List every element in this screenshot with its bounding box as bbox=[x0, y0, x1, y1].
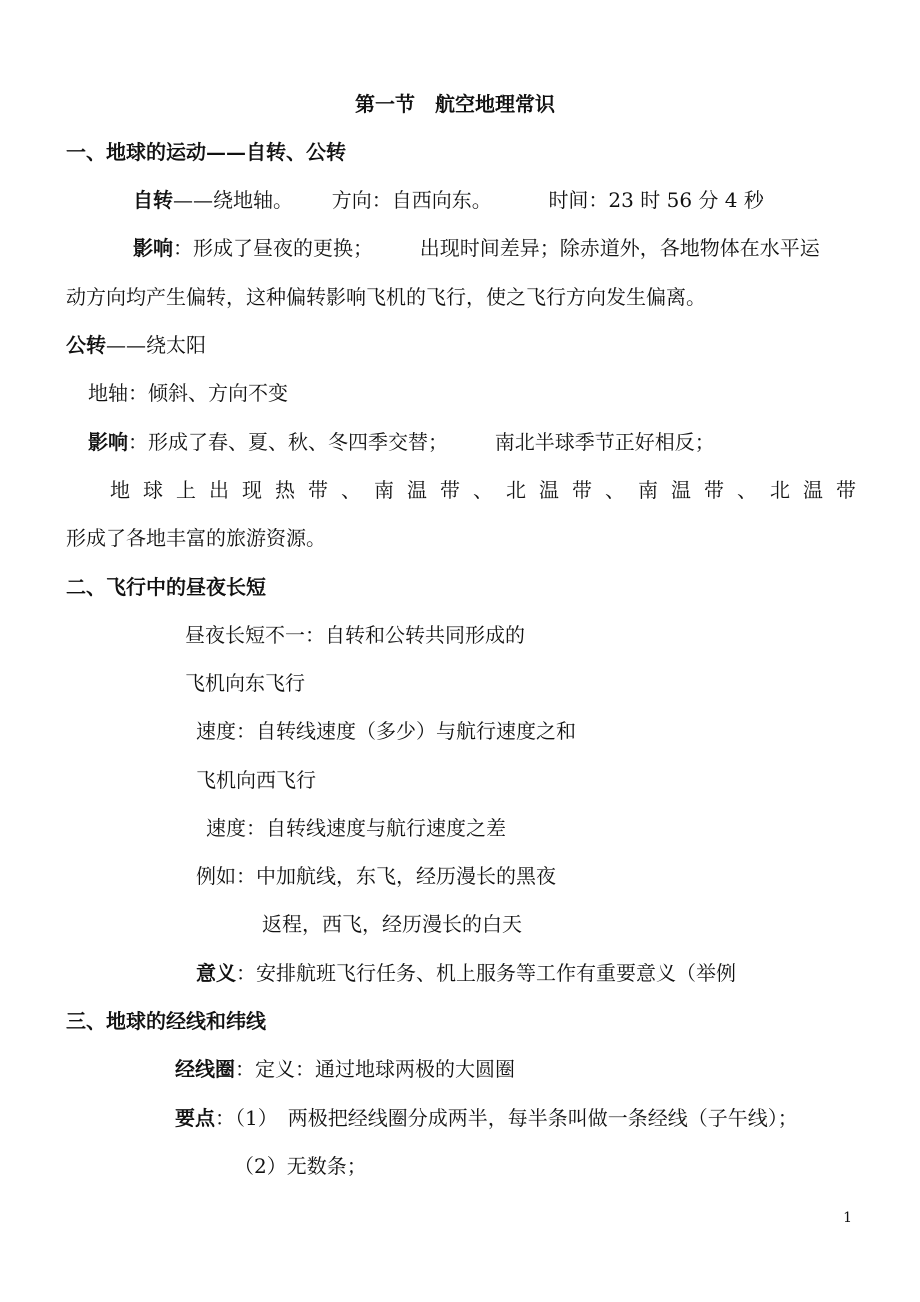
climate-zones-line bbox=[110, 476, 856, 504]
revolution-influence-line bbox=[88, 428, 715, 456]
meridian-text: ：定义：通过地球两极的大圆圈 bbox=[235, 1057, 515, 1081]
climate-zones-char: 南 bbox=[374, 478, 394, 502]
return-line: 返程，西飞，经历漫长的白天 bbox=[262, 912, 522, 936]
revolution-line bbox=[66, 331, 206, 359]
climate-zones-char: 温 bbox=[407, 478, 427, 502]
climate-zones-char: 温 bbox=[671, 478, 691, 502]
points-label: 要点 bbox=[175, 1106, 215, 1130]
section-2-heading: 二、飞行中的昼夜长短 bbox=[66, 575, 266, 599]
climate-zones-char: 带 bbox=[308, 478, 328, 502]
example-line: 例如：中加航线，东飞，经历漫长的黑夜 bbox=[196, 864, 556, 888]
climate-zones-char: 出 bbox=[209, 478, 229, 502]
day-night-line: 昼夜长短不一：自转和公转共同形成的 bbox=[185, 623, 525, 647]
east-speed-line: 速度：自转线速度（多少）与航行速度之和 bbox=[196, 719, 576, 743]
points-line bbox=[175, 1104, 798, 1132]
page-title: 第一节 航空地理常识 bbox=[355, 92, 555, 116]
climate-zones-char: 、 bbox=[473, 478, 493, 502]
climate-zones-line-2: 形成了各地丰富的旅游资源。 bbox=[66, 526, 326, 550]
points-text: ：（1） 两极把经线圈分成两半，每半条叫做一条经线（子午线）； bbox=[215, 1106, 798, 1130]
meaning-label: 意义 bbox=[196, 961, 236, 985]
rotation-line bbox=[133, 186, 764, 214]
direction-text: 方向：自西向东。 bbox=[331, 188, 492, 212]
influence-text-b: 出现时间差异；除赤道外，各地物体在水平运 bbox=[419, 236, 820, 260]
fly-west-line: 飞机向西飞行 bbox=[196, 768, 316, 792]
time-text: 时间：23 时 56 分 4 秒 bbox=[548, 188, 764, 212]
meridian-line bbox=[175, 1055, 515, 1083]
revolution-label: 公转 bbox=[66, 333, 106, 357]
section-1-heading: 一、地球的运动——自转、公转 bbox=[66, 140, 346, 164]
climate-zones-char: 带 bbox=[440, 478, 460, 502]
meaning-line bbox=[196, 959, 736, 987]
climate-zones-char: 北 bbox=[770, 478, 790, 502]
climate-zones-char: 带 bbox=[572, 478, 592, 502]
climate-zones-char: 、 bbox=[605, 478, 625, 502]
influence-label: 影响 bbox=[133, 236, 173, 260]
fly-east-line: 飞机向东飞行 bbox=[185, 671, 305, 695]
climate-zones-char: 北 bbox=[506, 478, 526, 502]
rotation-text: ——绕地轴。 bbox=[173, 188, 293, 212]
climate-zones-char: 现 bbox=[242, 478, 262, 502]
axis-line: 地轴：倾斜、方向不变 bbox=[88, 381, 288, 405]
revolution-influence-label: 影响 bbox=[88, 430, 128, 454]
section-3-heading: 三、地球的经线和纬线 bbox=[66, 1009, 266, 1033]
revolution-influence-text-b: 南北半球季节正好相反； bbox=[494, 430, 715, 454]
climate-zones-char: 热 bbox=[275, 478, 295, 502]
climate-zones-char: 、 bbox=[341, 478, 361, 502]
climate-zones-char: 南 bbox=[638, 478, 658, 502]
meaning-text: ：安排航班飞行任务、机上服务等工作有重要意义（举例 bbox=[236, 961, 736, 985]
points-line-2: （2）无数条； bbox=[234, 1154, 367, 1178]
climate-zones-char: 温 bbox=[539, 478, 559, 502]
influence-line-1 bbox=[133, 234, 820, 262]
page-number: 1 bbox=[843, 1210, 852, 1226]
influence-line-2: 动方向均产生偏转，这种偏转影响飞机的飞行，使之飞行方向发生偏离。 bbox=[66, 285, 706, 309]
meridian-label: 经线圈 bbox=[175, 1057, 235, 1081]
revolution-influence-text-a: ：形成了春、夏、秋、冬四季交替； bbox=[128, 430, 448, 454]
climate-zones-char: 带 bbox=[836, 478, 856, 502]
climate-zones-char: 地 bbox=[110, 478, 130, 502]
climate-zones-char: 上 bbox=[176, 478, 196, 502]
climate-zones-char: 温 bbox=[803, 478, 823, 502]
rotation-label: 自转 bbox=[133, 188, 173, 212]
climate-zones-char: 带 bbox=[704, 478, 724, 502]
climate-zones-char: 、 bbox=[737, 478, 757, 502]
west-speed-line: 速度：自转线速度与航行速度之差 bbox=[206, 816, 506, 840]
influence-text-a: ：形成了昼夜的更换； bbox=[173, 236, 373, 260]
revolution-text: ——绕太阳 bbox=[106, 333, 206, 357]
climate-zones-char: 球 bbox=[143, 478, 163, 502]
